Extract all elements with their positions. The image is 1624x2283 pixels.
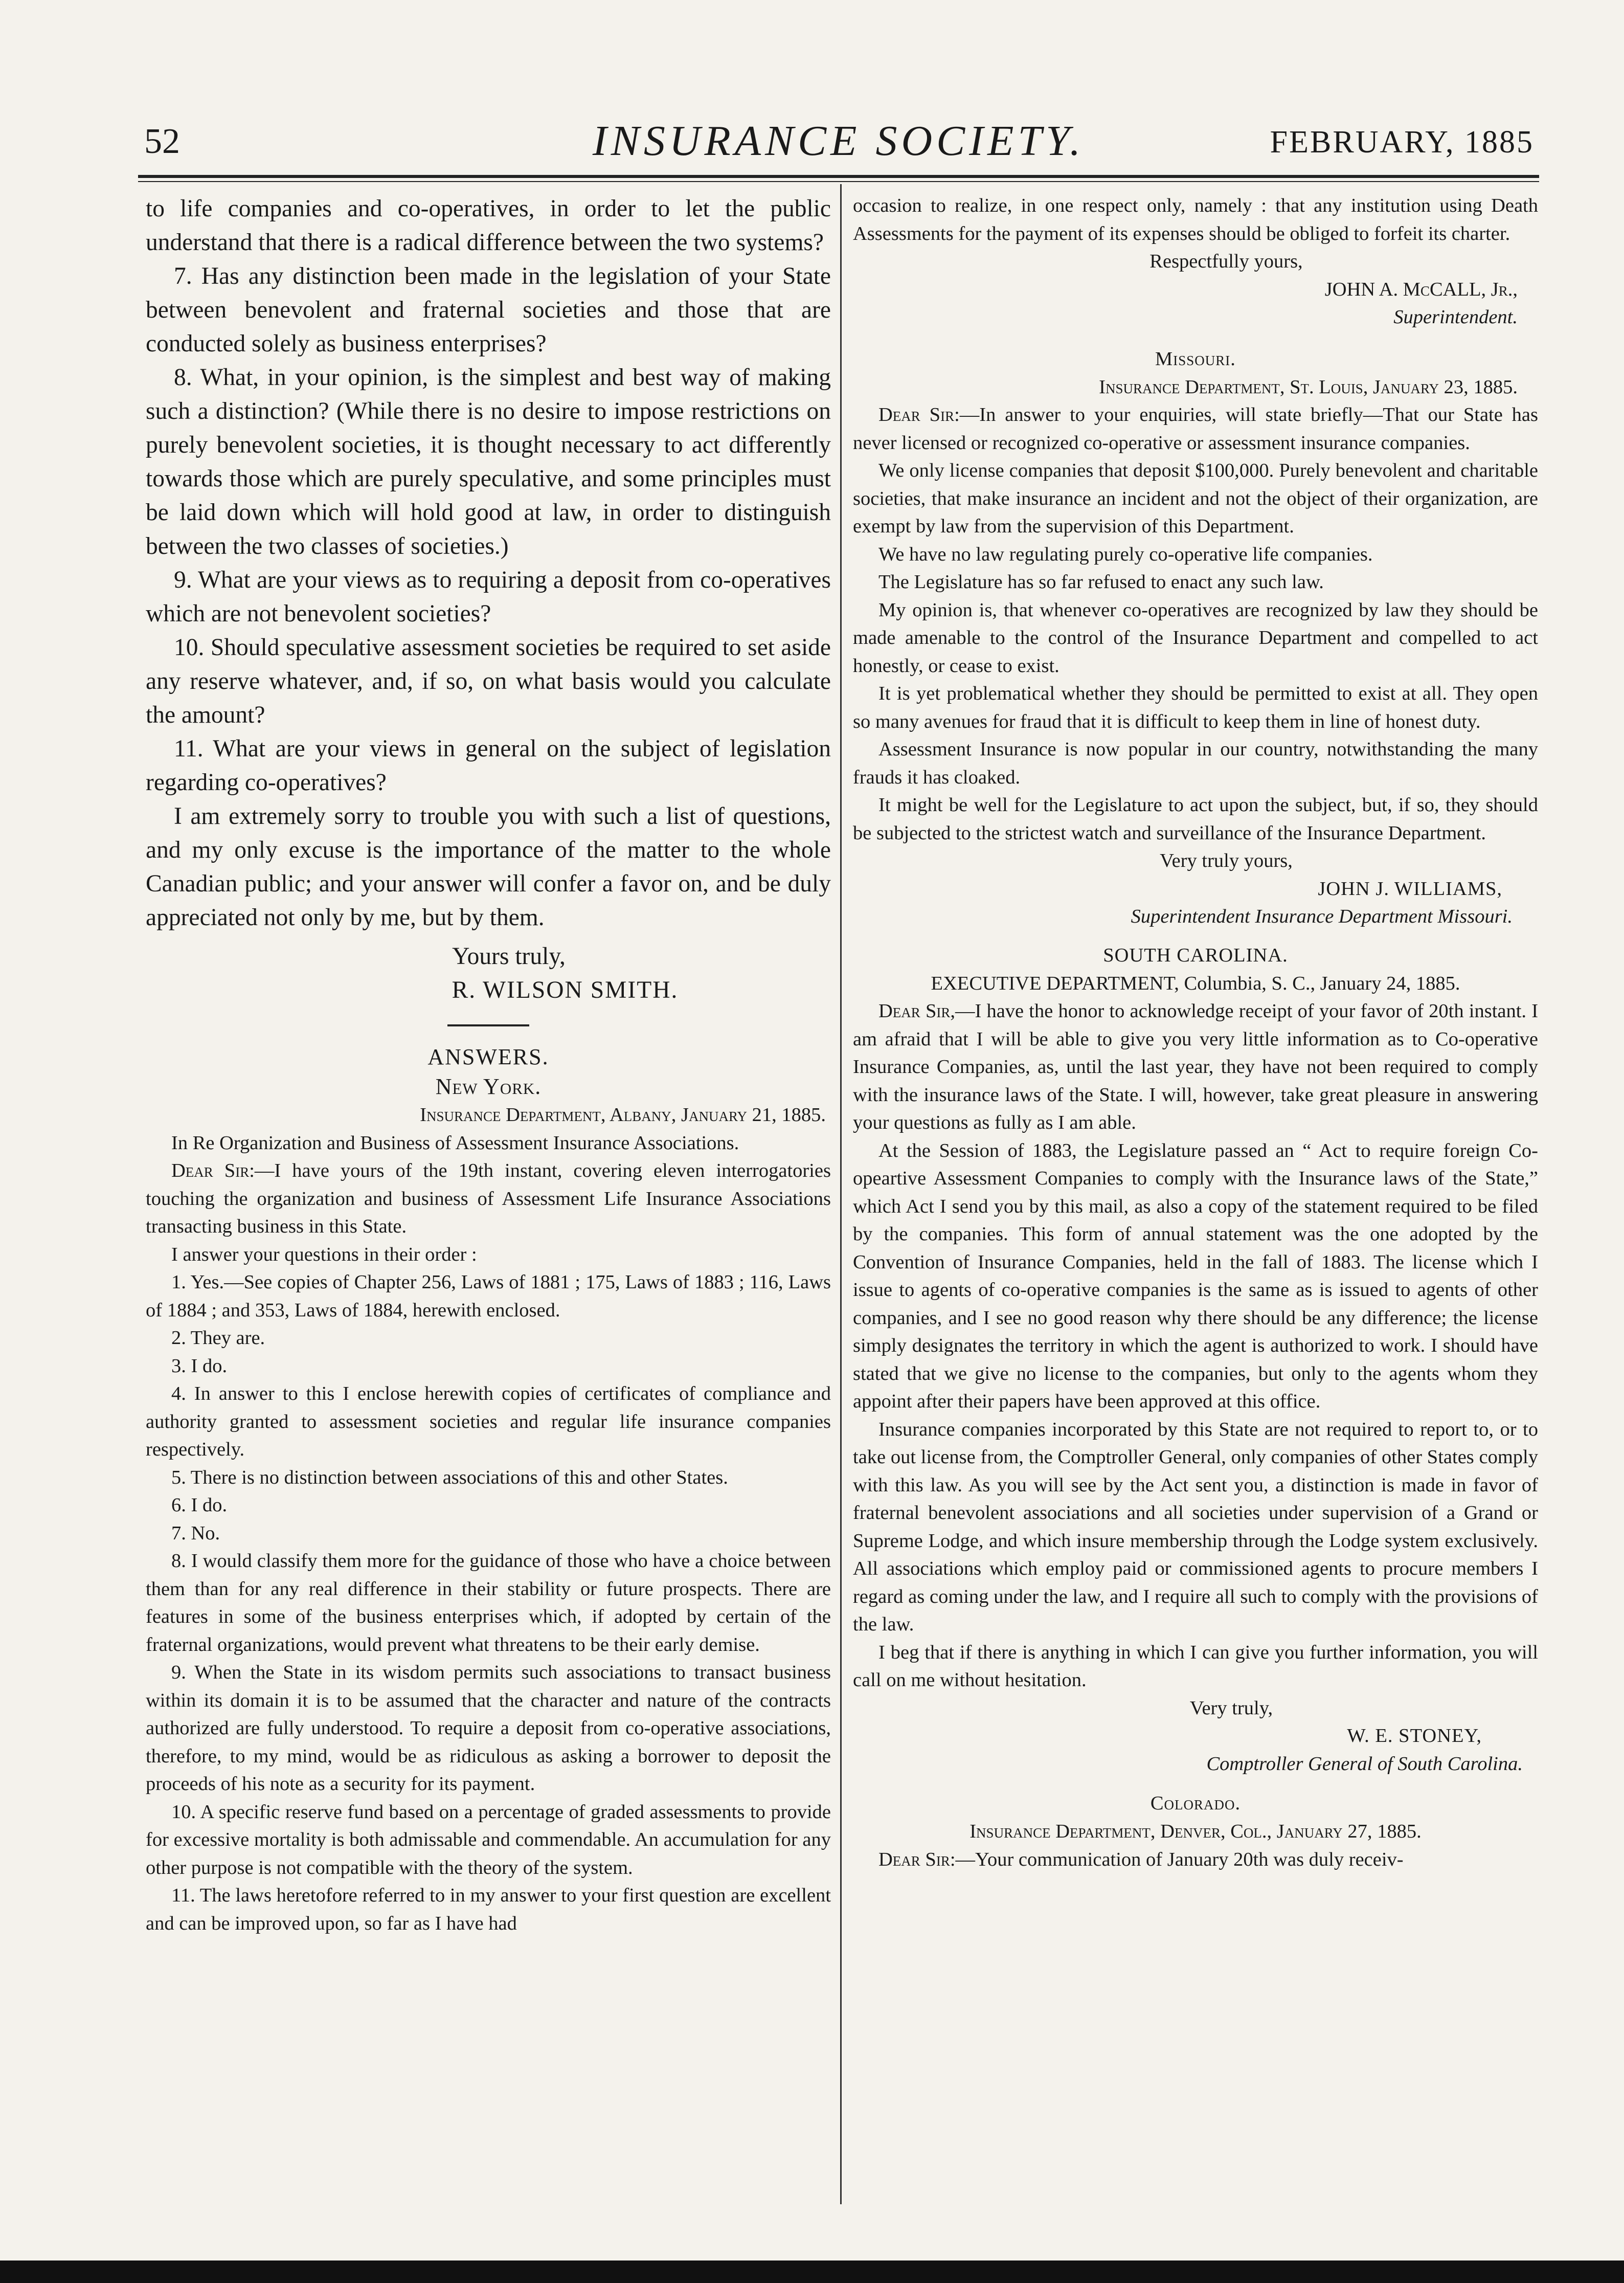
question-paragraph: 11. What are your views in general on the subject of legislation regarding co-operatives? bbox=[146, 735, 831, 796]
issue-date: FEBRUARY, 1885 bbox=[1270, 125, 1534, 160]
answers-heading: ANSWERS. bbox=[427, 1044, 549, 1069]
letter-paragraph bbox=[853, 997, 1538, 1137]
journal-title: INSURANCE SOCIETY. bbox=[592, 117, 1085, 165]
new-york-letter bbox=[146, 1101, 831, 1937]
letter-paragraph: Assessment Insurance is now popular in our country, notwithstanding the many frauds it has cloaked. bbox=[853, 738, 1538, 788]
state-heading-colorado: Colorado. bbox=[1150, 1793, 1241, 1814]
section-rule bbox=[447, 1024, 529, 1026]
answer-item: 3. I do. bbox=[171, 1355, 228, 1377]
signer-title: Superintendent. bbox=[1393, 306, 1518, 328]
page-number: 52 bbox=[144, 122, 180, 161]
letter-signature: JOHN A. McCALL, Jr., bbox=[1324, 278, 1518, 300]
page-header bbox=[138, 115, 1539, 171]
letter-signature: R. WILSON SMITH. bbox=[452, 977, 679, 1003]
answer-item: 9. When the State in its wisdom permits such associations to transact business within its domain it is to be assumed that the character and nature of the contracts authorized are fully understood. To require a deposit from co-operative associations, therefore, to my mind, would be as ridiculous as asking a borrower to deposit the proceeds of his note as a security for its payment. bbox=[146, 1662, 831, 1795]
letter-paragraph: We have no law regulating purely co-operative life companies. bbox=[878, 543, 1373, 565]
closing-paragraph: I am extremely sorry to trouble you with such a list of questions, and my only excuse is the importance of the matter to the whole Canadian public; and your answer will confer a favor on, and be duly appreciated not only by me, but by them. bbox=[146, 803, 831, 931]
answer-item: 2. They are. bbox=[171, 1327, 265, 1349]
letter-paragraph: At the Session of 1883, the Legislature passed an “ Act to require foreign Co-opeartive Assessment Companies to comply with the Insurance laws of the State,” which Act I send you by this mail, as also a copy of the statement required to be filed by the companies. This form of annual statement was the one adopted by the Convention of Insurance Companies, held in the fall of 1883. The license which I issue to agents of co-operative companies is the same as is issued to agents of other companies, and I see no good reason why there should be any difference; the license simply designates the territory in which the agent is authorized to work. I should have stated that we give no license to the companies, but only to the agents whom they appoint after their papers have been approved at this office. bbox=[853, 1139, 1538, 1412]
letter-paragraph bbox=[146, 1157, 831, 1241]
question-paragraph: 8. What, in your opinion, is the simplest and best way of making such a distinction? (While there is no desire to impose restrictions on purely benevolent societies, it is thought necessary to act differently towards those which are purely speculative, and some principles must be laid down which will hold good at law, in order to distinguish between the two classes of societies.) bbox=[146, 364, 831, 559]
answer-item: 5. There is no distinction between associations of this and other States. bbox=[171, 1466, 728, 1488]
dateline-text: Insurance Department, Denver, Col., January 27, 1885. bbox=[969, 1821, 1422, 1842]
state-heading-south-carolina: SOUTH CAROLINA. bbox=[1103, 944, 1288, 966]
answer-item: 4. In answer to this I enclose herewith copies of certificates of compliance and authority granted to assessment societies and regular life insurance companies respectively. bbox=[146, 1383, 831, 1460]
letter-paragraph: It is yet problematical whether they should be permitted to exist at all. They open so many avenues for fraud that it is difficult to keep them in line of honest duty. bbox=[853, 683, 1538, 732]
letter-subject: In Re Organization and Business of Assessment Insurance Associations. bbox=[171, 1132, 739, 1154]
paragraph-text: :—I have yours of the 19th instant, covering eleven interrogatories touching the organization and business of Assessment Life Insurance Associations transacting business in this State. bbox=[146, 1160, 831, 1237]
letter-paragraph: I answer your questions in their order : bbox=[171, 1243, 477, 1265]
salutation: Dear Sir bbox=[878, 1848, 950, 1870]
letter-closing: Very truly, bbox=[1189, 1697, 1273, 1719]
dateline-text: Insurance Department, St. Louis, January 23, 1885. bbox=[1099, 376, 1518, 398]
letter-closing: Respectfully yours, bbox=[1149, 251, 1303, 272]
header-rule bbox=[138, 175, 1539, 182]
continued-paragraph: occasion to realize, in one respect only, namely : that any institution using Death Assessments for the payment of its expenses should be obliged to forfeit its charter. bbox=[853, 195, 1538, 244]
answer-item: 6. I do. bbox=[171, 1494, 228, 1516]
answer-item: 10. A specific reserve fund based on a percentage of graded assessments to provide for excessive mortality is both admissable and commendable. An accumulation for any other purpose is not compatible with the theory of the system. bbox=[146, 1801, 831, 1878]
letter-paragraph: The Legislature has so far refused to enact any such law. bbox=[878, 571, 1324, 593]
letter-paragraph: My opinion is, that whenever co-operatives are recognized by law they should be made amenable to the control of the Insurance Department and compelled to act honestly, or cease to exist. bbox=[853, 599, 1538, 677]
state-heading-missouri: Missouri. bbox=[1155, 348, 1236, 370]
dateline: EXECUTIVE DEPARTMENT, Columbia, S. C., January 24, 1885. bbox=[931, 972, 1460, 994]
letter-paragraph: We only license companies that deposit $100,000. Purely benevolent and charitable societies, that make insurance an incident and not the object of their organization, are exempt by law from the supervision of this Department. bbox=[853, 460, 1538, 537]
dateline bbox=[853, 373, 1538, 401]
question-paragraph: 10. Should speculative assessment societies be required to set aside any reserve whatever, and, if so, on what basis would you calculate the amount? bbox=[146, 634, 831, 728]
question-paragraph: to life companies and co-operatives, in order to let the public understand that there is a radical difference between the two systems? bbox=[146, 195, 831, 256]
column-divider bbox=[840, 184, 842, 2204]
paragraph-text: ,—I have the honor to acknowledge receipt of your favor of 20th instant. I am afraid that I will be able to give you very little information as to Co-operative Insurance Companies, as, until the last year, they have not been required to comply with the insurance laws of the State. I will, however, take great pleasure in answering your questions as fully as I am able. bbox=[853, 1000, 1539, 1133]
letter-closing: Very truly yours, bbox=[1160, 850, 1293, 871]
answer-item: 1. Yes.—See copies of Chapter 256, Laws of 1881 ; 175, Laws of 1883 ; 116, Laws of 1884 ; and 353, Laws of 1884, herewith enclosed. bbox=[146, 1271, 831, 1321]
salutation: Dear Sir bbox=[171, 1160, 250, 1181]
letter-questions bbox=[146, 192, 831, 1007]
letter-signature: JOHN J. WILLIAMS, bbox=[1318, 878, 1502, 900]
letter-paragraph: It might be well for the Legislature to act upon the subject, but, if so, they should be subjected to the strictest watch and surveillance of the Insurance Department. bbox=[853, 794, 1538, 844]
signer-title: Comptroller General of South Carolina. bbox=[1206, 1753, 1523, 1775]
letter-paragraph: Insurance companies incorporated by this State are not required to report to, or to take out license from, the Comptroller General, only companies of other States comply with this law. As you will see by the Act sent you, a distinction is made in favor of fraternal benevolent associations and all societies under supervision of a Grand or Supreme Lodge, and which insure membership through the Lodge system exclusively. All associations which employ paid or commissioned agents to procure members I regard as coming under the law, and I require all such to comply with the provisions of the law. bbox=[853, 1418, 1538, 1635]
answer-item: 8. I would classify them more for the guidance of those who have a choice between them than for any real difference in their stability or future prospects. There are features in some of the business enterprises which, if adopted by certain of the fraternal organizations, would prevent what threatens to be their early demise. bbox=[146, 1550, 831, 1655]
answer-item: 7. No. bbox=[171, 1522, 220, 1544]
answer-item: 11. The laws heretofore referred to in my answer to your first question are excellent and can be improved upon, so far as I have had bbox=[146, 1885, 831, 1934]
letter-paragraph bbox=[853, 1846, 1538, 1874]
paragraph-text: :—Your communication of January 20th was duly receiv- bbox=[950, 1848, 1404, 1870]
letter-paragraph bbox=[853, 401, 1538, 457]
letter-signature: W. E. STONEY, bbox=[1347, 1725, 1482, 1747]
salutation: Dear Sir bbox=[878, 1000, 951, 1022]
left-column bbox=[146, 192, 831, 1937]
question-paragraph: 7. Has any distinction been made in the legislation of your State between benevolent and fraternal societies and those that are conducted solely as business enterprises? bbox=[146, 263, 831, 357]
state-heading-new-york: New York. bbox=[435, 1074, 542, 1099]
dateline bbox=[146, 1101, 831, 1129]
paragraph-text: :—In answer to your enquiries, will state briefly—That our State has never licensed or recognized co-operative or assessment insurance companies. bbox=[853, 404, 1538, 454]
dateline-text: Insurance Department, Albany, January 21, 1885. bbox=[420, 1104, 826, 1126]
question-paragraph: 9. What are your views as to requiring a deposit from co-operatives which are not benevolent societies? bbox=[146, 567, 831, 627]
right-column bbox=[853, 192, 1538, 1873]
dateline bbox=[853, 1818, 1538, 1846]
signer-title: Superintendent Insurance Department Missouri. bbox=[1131, 906, 1513, 927]
letter-paragraph: I beg that if there is anything in which I can give you further information, you will call on me without hesitation. bbox=[853, 1641, 1538, 1691]
letter-closing: Yours truly, bbox=[452, 943, 566, 970]
salutation: Dear Sir bbox=[878, 404, 955, 426]
scan-edge bbox=[0, 2260, 1624, 2283]
